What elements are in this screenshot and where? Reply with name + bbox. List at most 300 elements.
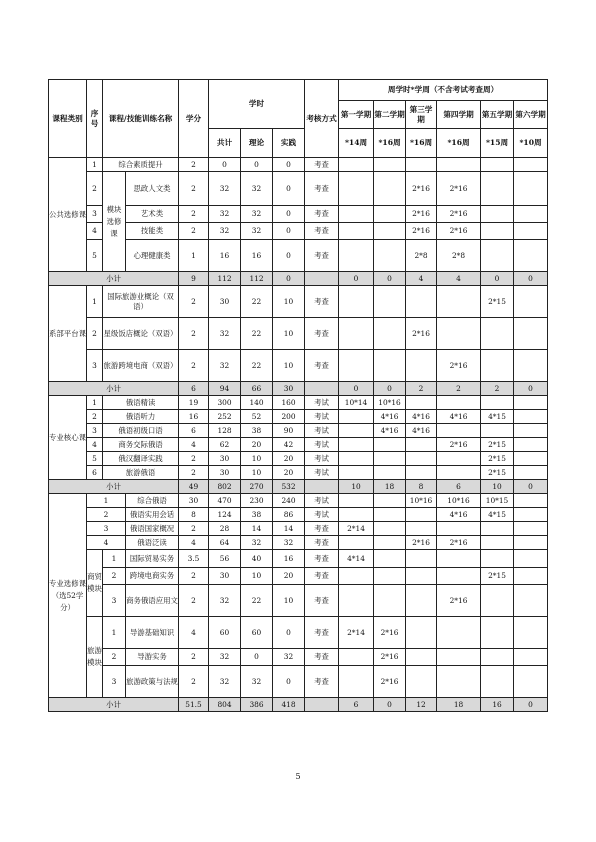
row-course-name: 星级饭店概论（双语） [103,318,179,350]
row-hours-total: 300 [209,396,241,410]
row-hours-practice: 240 [273,494,305,508]
row-sem-3 [406,522,437,536]
row-hours-theory: 32 [241,172,273,206]
row-sem-3: 2*16 [406,536,437,550]
row-sem-5: 2*15 [481,452,514,466]
row-sem-4 [437,396,481,410]
row-seq: 3 [103,585,126,617]
row-sem-3 [406,617,437,649]
row-hours-theory: 140 [241,396,273,410]
row-sem-6 [514,536,548,550]
subtotal-sem-1: 10 [339,480,374,494]
row-sem-1 [339,466,374,480]
row-credits: 2 [179,206,209,223]
row-assessment: 考查 [305,550,339,568]
row-sem-4 [437,666,481,698]
row-credits: 4 [179,617,209,649]
row-sem-3: 10*16 [406,494,437,508]
row-sem-5: 2*15 [481,286,514,318]
row-seq: 1 [87,396,103,410]
subtotal-sem-4: 18 [437,698,481,712]
row-sem-5 [481,396,514,410]
row-sem-4: 10*16 [437,494,481,508]
row-hours-total: 470 [209,494,241,508]
row-sem-5 [481,585,514,617]
header-weeks-1: *14周 [339,129,374,158]
subtotal-hours-total: 802 [209,480,241,494]
row-hours-practice: 42 [273,438,305,452]
row-hours-total: 32 [209,206,241,223]
module-tourism: 旅游模块 [87,617,103,698]
row-sem-3: 4*16 [406,410,437,424]
row-sem-3: 2*16 [406,318,437,350]
row-sem-6 [514,410,548,424]
row-hours-practice: 14 [273,522,305,536]
row-sem-4 [437,466,481,480]
row-sem-1 [339,508,374,522]
subtotal-sem-4: 6 [437,480,481,494]
row-course-name: 旅游俄语 [103,466,179,480]
subtotal-credits: 6 [179,382,209,396]
row-sem-4 [437,522,481,536]
row-sem-1 [339,350,374,382]
row-seq: 3 [87,424,103,438]
row-hours-total: 28 [209,522,241,536]
row-course-name: 俄语实用会话 [126,508,179,522]
row-sem-6 [514,396,548,410]
row-assessment: 考试 [305,424,339,438]
row-sem-5 [481,206,514,223]
row-sem-1 [339,318,374,350]
row-sem-4: 2*16 [437,585,481,617]
row-sem-5 [481,536,514,550]
subtotal-credits: 9 [179,272,209,286]
row-hours-theory: 10 [241,466,273,480]
subtotal-sem-4: 4 [437,272,481,286]
subtotal-sem-2: 0 [374,382,406,396]
row-assessment: 考试 [305,494,339,508]
row-seq: 1 [87,494,126,508]
row-hours-total: 30 [209,466,241,480]
row-assessment: 考试 [305,438,339,452]
row-sem-3 [406,396,437,410]
header-credits: 学分 [179,80,209,158]
row-sem-4: 2*8 [437,240,481,272]
header-assessment: 考核方式 [305,80,339,158]
row-sem-6 [514,318,548,350]
row-seq: 3 [103,666,126,698]
row-sem-6 [514,494,548,508]
row-sem-2 [374,172,406,206]
row-credits: 8 [179,508,209,522]
header-semester-2: 第二学期 [374,101,406,129]
row-sem-4 [437,568,481,585]
row-sem-1 [339,666,374,698]
row-sem-5 [481,617,514,649]
row-course-name: 俄语泛读 [126,536,179,550]
row-seq: 1 [103,550,126,568]
row-assessment: 考试 [305,508,339,522]
row-sem-2 [374,508,406,522]
subtotal-hours-total: 804 [209,698,241,712]
row-hours-total: 32 [209,350,241,382]
row-hours-theory: 22 [241,318,273,350]
subtotal-sem-3: 4 [406,272,437,286]
row-hours-practice: 10 [273,286,305,318]
row-hours-total: 32 [209,223,241,240]
row-hours-theory: 40 [241,550,273,568]
row-credits: 2 [179,452,209,466]
row-sem-1 [339,568,374,585]
row-course-name: 俄汉翻译实践 [103,452,179,466]
subtotal-sem-5: 0 [481,272,514,286]
subtotal-assessment [305,272,339,286]
row-sem-1: 4*14 [339,550,374,568]
row-hours-theory: 16 [241,240,273,272]
row-hours-practice: 0 [273,666,305,698]
curriculum-table [48,79,548,712]
row-sem-6 [514,617,548,649]
row-hours-practice: 86 [273,508,305,522]
header-weeks-6: *10周 [514,129,548,158]
header-weeks-5: *15周 [481,129,514,158]
row-assessment: 考查 [305,568,339,585]
row-course-name: 综合素质提升 [103,158,179,172]
header-weeks-3: *16周 [406,129,437,158]
category-major-elective: 专业选修课（选52学分） [49,494,87,698]
row-sem-6 [514,649,548,666]
row-sem-1 [339,585,374,617]
header-semester-1: 第一学期 [339,101,374,129]
row-hours-total: 30 [209,452,241,466]
row-seq: 3 [87,350,103,382]
row-hours-practice: 0 [273,240,305,272]
row-credits: 16 [179,410,209,424]
row-sem-4: 2*16 [437,223,481,240]
row-seq: 5 [87,240,103,272]
row-hours-theory: 22 [241,286,273,318]
row-sem-4 [437,318,481,350]
header-course-name: 课程/技能训练名称 [103,80,179,158]
subtotal-label: 小计 [49,272,179,286]
row-assessment: 考查 [305,617,339,649]
row-sem-2 [374,158,406,172]
row-hours-practice: 0 [273,158,305,172]
row-assessment: 考查 [305,223,339,240]
subtotal-hours-total: 112 [209,272,241,286]
row-sem-2 [374,350,406,382]
subtotal-sem-6: 0 [514,382,548,396]
row-sem-4 [437,424,481,438]
row-sem-2: 2*16 [374,649,406,666]
row-sem-3 [406,649,437,666]
row-sem-3 [406,568,437,585]
row-sem-2 [374,438,406,452]
header-course-category: 课程类别 [49,80,87,158]
row-sem-1 [339,240,374,272]
row-sem-2: 2*16 [374,666,406,698]
header-hours-theory: 理论 [241,129,273,158]
row-seq: 2 [103,568,126,585]
row-course-name: 技能类 [126,223,179,240]
row-seq: 2 [87,508,126,522]
module-label: 模块选修课 [103,172,126,272]
row-course-name: 商务交际俄语 [103,438,179,452]
row-hours-practice: 20 [273,452,305,466]
subtotal-hours-practice: 30 [273,382,305,396]
subtotal-sem-1: 6 [339,698,374,712]
row-hours-total: 124 [209,508,241,522]
row-hours-theory: 230 [241,494,273,508]
row-hours-theory: 32 [241,536,273,550]
row-sem-6 [514,508,548,522]
row-seq: 2 [87,410,103,424]
row-course-name: 导游实务 [126,649,179,666]
row-sem-1 [339,452,374,466]
category-major-core: 专业核心课 [49,396,87,480]
subtotal-sem-1: 0 [339,272,374,286]
subtotal-label: 小计 [49,382,179,396]
row-sem-2 [374,536,406,550]
subtotal-assessment [305,698,339,712]
row-sem-3 [406,452,437,466]
row-sem-6 [514,223,548,240]
row-hours-practice: 32 [273,649,305,666]
row-sem-4: 2*16 [437,206,481,223]
row-sem-1 [339,438,374,452]
row-sem-4 [437,649,481,666]
subtotal-credits: 49 [179,480,209,494]
subtotal-credits: 51.5 [179,698,209,712]
row-course-name: 俄语听力 [103,410,179,424]
row-course-name: 商务俄语应用文 [126,585,179,617]
row-hours-theory: 22 [241,585,273,617]
header-semester-5: 第五学期 [481,101,514,129]
row-sem-4 [437,286,481,318]
row-hours-theory: 20 [241,438,273,452]
row-sem-6 [514,172,548,206]
row-sem-2: 4*16 [374,410,406,424]
row-sem-3: 2*8 [406,240,437,272]
row-hours-practice: 20 [273,466,305,480]
row-hours-total: 252 [209,410,241,424]
row-sem-6 [514,522,548,536]
header-semester-3: 第三学期 [406,101,437,129]
row-sem-3 [406,350,437,382]
row-sem-2 [374,466,406,480]
row-sem-6 [514,158,548,172]
subtotal-sem-2: 0 [374,272,406,286]
row-seq: 1 [87,286,103,318]
row-hours-theory: 0 [241,158,273,172]
row-assessment: 考查 [305,536,339,550]
module-commerce: 商贸模块 [87,550,103,617]
row-sem-4 [437,617,481,649]
row-sem-1 [339,172,374,206]
row-credits: 2 [179,286,209,318]
subtotal-assessment [305,382,339,396]
row-credits: 2 [179,223,209,240]
row-credits: 4 [179,438,209,452]
row-sem-6 [514,206,548,223]
row-course-name: 国际旅游业概论（双语） [103,286,179,318]
row-hours-theory: 32 [241,206,273,223]
row-seq: 1 [103,617,126,649]
row-sem-3 [406,158,437,172]
row-seq: 2 [87,172,103,206]
row-sem-5: 4*15 [481,410,514,424]
row-seq: 4 [87,223,103,240]
row-hours-practice: 32 [273,536,305,550]
row-sem-4: 2*16 [437,172,481,206]
row-sem-5 [481,158,514,172]
row-hours-theory: 52 [241,410,273,424]
row-hours-theory: 38 [241,508,273,522]
row-assessment: 考查 [305,522,339,536]
subtotal-sem-3: 2 [406,382,437,396]
row-hours-total: 56 [209,550,241,568]
row-sem-5 [481,350,514,382]
row-sem-6 [514,666,548,698]
row-assessment: 考试 [305,466,339,480]
row-assessment: 考查 [305,585,339,617]
subtotal-sem-6: 0 [514,698,548,712]
subtotal-hours-theory: 66 [241,382,273,396]
row-sem-2 [374,452,406,466]
row-assessment: 考试 [305,410,339,424]
row-hours-total: 16 [209,240,241,272]
row-sem-1 [339,206,374,223]
row-sem-3: 2*16 [406,172,437,206]
row-seq: 4 [87,438,103,452]
row-assessment: 考查 [305,350,339,382]
row-credits: 3.5 [179,550,209,568]
subtotal-hours-practice: 0 [273,272,305,286]
row-credits: 19 [179,396,209,410]
subtotal-assessment [305,480,339,494]
row-credits: 2 [179,158,209,172]
header-weekly-hours: 周学时*学周（不含考试考查周） [339,80,548,101]
row-sem-3 [406,286,437,318]
header-hours-total: 共计 [209,129,241,158]
row-credits: 2 [179,522,209,536]
row-sem-1 [339,158,374,172]
row-sem-2 [374,206,406,223]
row-course-name: 俄语初级口语 [103,424,179,438]
row-sem-2 [374,550,406,568]
row-sem-2 [374,223,406,240]
row-course-name: 综合俄语 [126,494,179,508]
row-course-name: 心理健康类 [126,240,179,272]
subtotal-hours-practice: 418 [273,698,305,712]
row-assessment: 考查 [305,318,339,350]
row-hours-theory: 32 [241,223,273,240]
subtotal-sem-4: 2 [437,382,481,396]
row-course-name: 跨境电商实务 [126,568,179,585]
row-credits: 2 [179,585,209,617]
row-sem-5 [481,172,514,206]
row-assessment: 考查 [305,666,339,698]
row-sem-3: 4*16 [406,424,437,438]
row-sem-2 [374,585,406,617]
row-hours-total: 30 [209,286,241,318]
row-credits: 2 [179,466,209,480]
row-sem-2: 2*16 [374,617,406,649]
row-hours-theory: 38 [241,424,273,438]
row-credits: 2 [179,649,209,666]
row-sem-5: 2*15 [481,466,514,480]
row-sem-1 [339,649,374,666]
row-seq: 6 [87,466,103,480]
row-sem-5 [481,223,514,240]
curriculum-table-wrapper [48,79,547,712]
row-hours-practice: 200 [273,410,305,424]
row-course-name: 俄语国家概况 [126,522,179,536]
row-seq: 4 [87,536,126,550]
row-sem-4 [437,158,481,172]
subtotal-label: 小计 [49,480,179,494]
row-hours-total: 64 [209,536,241,550]
row-sem-5 [481,522,514,536]
row-sem-4 [437,550,481,568]
row-sem-6 [514,438,548,452]
row-sem-3 [406,508,437,522]
row-hours-practice: 160 [273,396,305,410]
subtotal-hours-theory: 270 [241,480,273,494]
row-sem-3 [406,466,437,480]
row-hours-practice: 10 [273,318,305,350]
header-weeks-4: *16周 [437,129,481,158]
row-hours-theory: 10 [241,568,273,585]
subtotal-sem-5: 2 [481,382,514,396]
row-course-name: 旅游政策与法规 [126,666,179,698]
row-assessment: 考查 [305,240,339,272]
subtotal-sem-2: 0 [374,698,406,712]
subtotal-sem-6: 0 [514,272,548,286]
row-sem-1: 2*14 [339,522,374,536]
row-assessment: 考查 [305,158,339,172]
row-sem-5: 4*15 [481,508,514,522]
row-hours-practice: 10 [273,585,305,617]
row-sem-1: 10*14 [339,396,374,410]
row-hours-practice: 16 [273,550,305,568]
row-sem-4: 4*16 [437,508,481,522]
row-assessment: 考查 [305,286,339,318]
row-sem-4 [437,452,481,466]
category-public-elective: 公共选修课 [49,158,87,272]
header-hours: 学时 [209,80,305,129]
row-hours-theory: 60 [241,617,273,649]
row-sem-5 [481,240,514,272]
subtotal-hours-total: 94 [209,382,241,396]
row-sem-3: 2*16 [406,206,437,223]
subtotal-hours-theory: 112 [241,272,273,286]
row-sem-3 [406,666,437,698]
row-course-name: 国际贸易实务 [126,550,179,568]
subtotal-label: 小计 [49,698,179,712]
subtotal-sem-3: 8 [406,480,437,494]
row-sem-5: 2*15 [481,438,514,452]
subtotal-hours-theory: 386 [241,698,273,712]
header-semester-4: 第四学期 [437,101,481,129]
row-sem-2: 4*16 [374,424,406,438]
row-credits: 2 [179,568,209,585]
row-hours-total: 32 [209,585,241,617]
row-hours-theory: 0 [241,649,273,666]
row-credits: 2 [179,172,209,206]
row-seq: 2 [103,649,126,666]
row-sem-1 [339,424,374,438]
